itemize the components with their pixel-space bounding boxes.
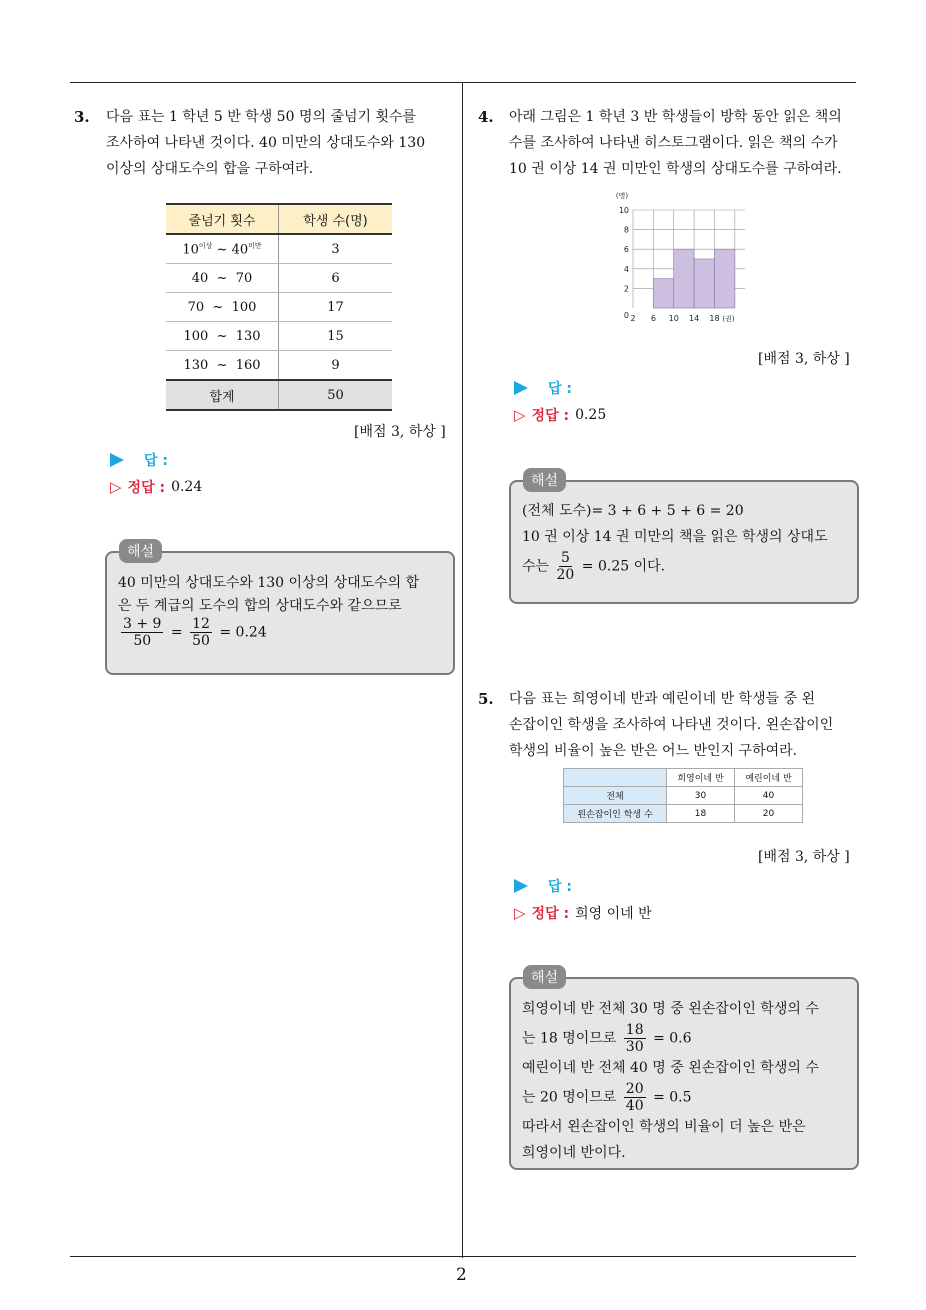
- chart-x-tick-label: 18: [709, 314, 720, 323]
- triangle-outline-icon: ▷: [110, 478, 122, 496]
- page-number: 2: [456, 1265, 467, 1285]
- chart-x-axis-label: (권): [722, 315, 735, 323]
- q4-number: 4.: [478, 108, 494, 126]
- q3-table-total-label: 합계: [166, 380, 279, 410]
- triangle-outline-icon: ▷: [514, 904, 526, 922]
- play-icon: [514, 879, 528, 893]
- bottom-rule: [70, 1256, 856, 1257]
- q5-explanation-body: 희영이네 반 전체 30 명 중 왼손잡이인 학생의 수 는 18 명이므로 $\frac{18}{30}$ = 0.6 예린이네 반 전체 40 명 중 왼손잡이인 학생의 수 는 20 명이므로 $\frac{20}{40}$ = 0.5 따라서 왼손잡이인 학생의 비율이 더 높은 반은 희영이네 반이다.: [522, 1001, 819, 1161]
- chart-bar: [653, 279, 673, 308]
- q5-score: [배점 3, 하상 ]: [758, 849, 850, 865]
- q3-number: 3.: [74, 108, 90, 126]
- table-row: 40 ~ 70 6: [166, 264, 392, 293]
- q5-answer-row: [514, 876, 572, 896]
- q5-table: 희영이네 반 예린이네 반 전체 30 40 왼손잡이인 학생 수 18 20: [563, 768, 803, 823]
- table-row: 130 ~ 160 9: [166, 351, 392, 381]
- q3-text: [106, 104, 456, 182]
- q4-solution-label: 정답 :: [531, 408, 570, 424]
- chart-y-tick-label: 0: [623, 311, 629, 320]
- q3-solution-value: 0.24: [171, 479, 203, 495]
- play-icon: [110, 453, 124, 467]
- table-row: 왼손잡이인 학생 수 18 20: [564, 805, 803, 823]
- top-rule: [70, 82, 856, 83]
- chart-y-tick-label: 6: [623, 245, 629, 255]
- q3-answer-label: 답 :: [144, 453, 168, 469]
- q4-solution-value: 0.25: [575, 407, 607, 423]
- q4-answer-row: [514, 378, 572, 398]
- q4-explanation-body: (전체 도수)= 3 + 6 + 5 + 6 = 20 10 권 이상 14 권 미만의 책을 읽은 학생의 상대도 수는 $\frac{5}{20}$ = 0.25 이다.: [522, 503, 828, 583]
- q3-text-line: 다음 표는 1 학년 5 반 학생 50 명의 줄넘기 횟수를: [106, 109, 417, 125]
- chart-bar: [694, 259, 714, 308]
- q5-text: 다음 표는 희영이네 반과 예린이네 반 학생들 중 왼 손잡이인 학생을 조사하여 나타낸 것이다. 왼손잡이인 학생의 비율이 높은 반은 어느 반인지 구하여라.: [509, 691, 834, 759]
- q3-table-total-value: 50: [279, 380, 393, 410]
- q3-text-line: 이상의 상대도수의 합을 구하여라.: [106, 161, 314, 177]
- chart-y-tick-label: 10: [618, 206, 629, 215]
- q4-score: [배점 3, 하상 ]: [758, 351, 850, 367]
- column-divider: [462, 82, 463, 1258]
- chart-y-axis-label: (명): [615, 192, 629, 200]
- table-row: 100 ~ 130 15: [166, 322, 392, 351]
- q5-solution-row: [514, 903, 652, 923]
- q3-solution-row: [110, 477, 202, 497]
- q3-solution-label: 정답 :: [127, 480, 166, 496]
- q3-table-header: 줄넘기 횟수: [166, 204, 279, 234]
- chart-y-tick-label: 8: [623, 225, 629, 235]
- chart-x-tick-label: 10: [668, 314, 679, 323]
- chart-y-tick-label: 2: [623, 284, 629, 294]
- q4-answer-label: 답 :: [548, 381, 572, 397]
- chart-x-tick-label: 2: [630, 314, 636, 323]
- q5-number: 5.: [478, 690, 494, 708]
- q3-frequency-table: [166, 203, 392, 411]
- q3-score: [배점 3, 하상 ]: [354, 424, 446, 440]
- table-row: $10^{이상}$ ~ $40^{미만}$ 3: [166, 234, 392, 264]
- q4-explanation-tag: 해설: [523, 468, 566, 492]
- chart-bar: [674, 249, 694, 308]
- chart-y-tick-label: 4: [623, 264, 629, 274]
- q5-solution-label: 정답 :: [531, 906, 570, 922]
- table-row: 70 ~ 100 17: [166, 293, 392, 322]
- triangle-outline-icon: ▷: [514, 406, 526, 424]
- play-icon: [514, 381, 528, 395]
- chart-x-tick-label: 14: [688, 314, 700, 323]
- q5-solution-value: 희영 이네 반: [575, 906, 652, 922]
- q4-text: 아래 그림은 1 학년 3 반 학생들이 방학 동안 읽은 책의 수를 조사하여 나타낸 히스토그램이다. 읽은 책의 수가 10 권 이상 14 권 미만인 학생의 상대도수를 구하여라.: [509, 109, 842, 177]
- q4-histogram: [608, 188, 768, 328]
- q5-explanation-tag: 해설: [523, 965, 566, 989]
- q3-answer-row: [110, 450, 168, 470]
- q3-explanation-body: 40 미만의 상대도수와 130 이상의 상대도수의 합 은 두 계급의 도수의 합의 상대도수와 같으므로 $\frac{3 + 9}{50}$ = $\frac{12}{50}$ = 0.24: [118, 570, 448, 649]
- q3-explanation-formula: $\frac{3 + 9}{50}$ = $\frac{12}{50}$ = 0.24: [123, 616, 267, 649]
- chart-x-tick-label: 6: [650, 314, 656, 323]
- q3-explanation-tag: 해설: [119, 539, 162, 563]
- table-row: 전체 30 40: [564, 787, 803, 805]
- q4-solution-row: [514, 405, 606, 425]
- q5-answer-label: 답 :: [548, 879, 572, 895]
- chart-bar: [714, 249, 734, 308]
- q3-text-line: 조사하여 나타낸 것이다. 40 미만의 상대도수와 130: [106, 135, 426, 151]
- q3-table-header: 학생 수(명): [279, 204, 393, 234]
